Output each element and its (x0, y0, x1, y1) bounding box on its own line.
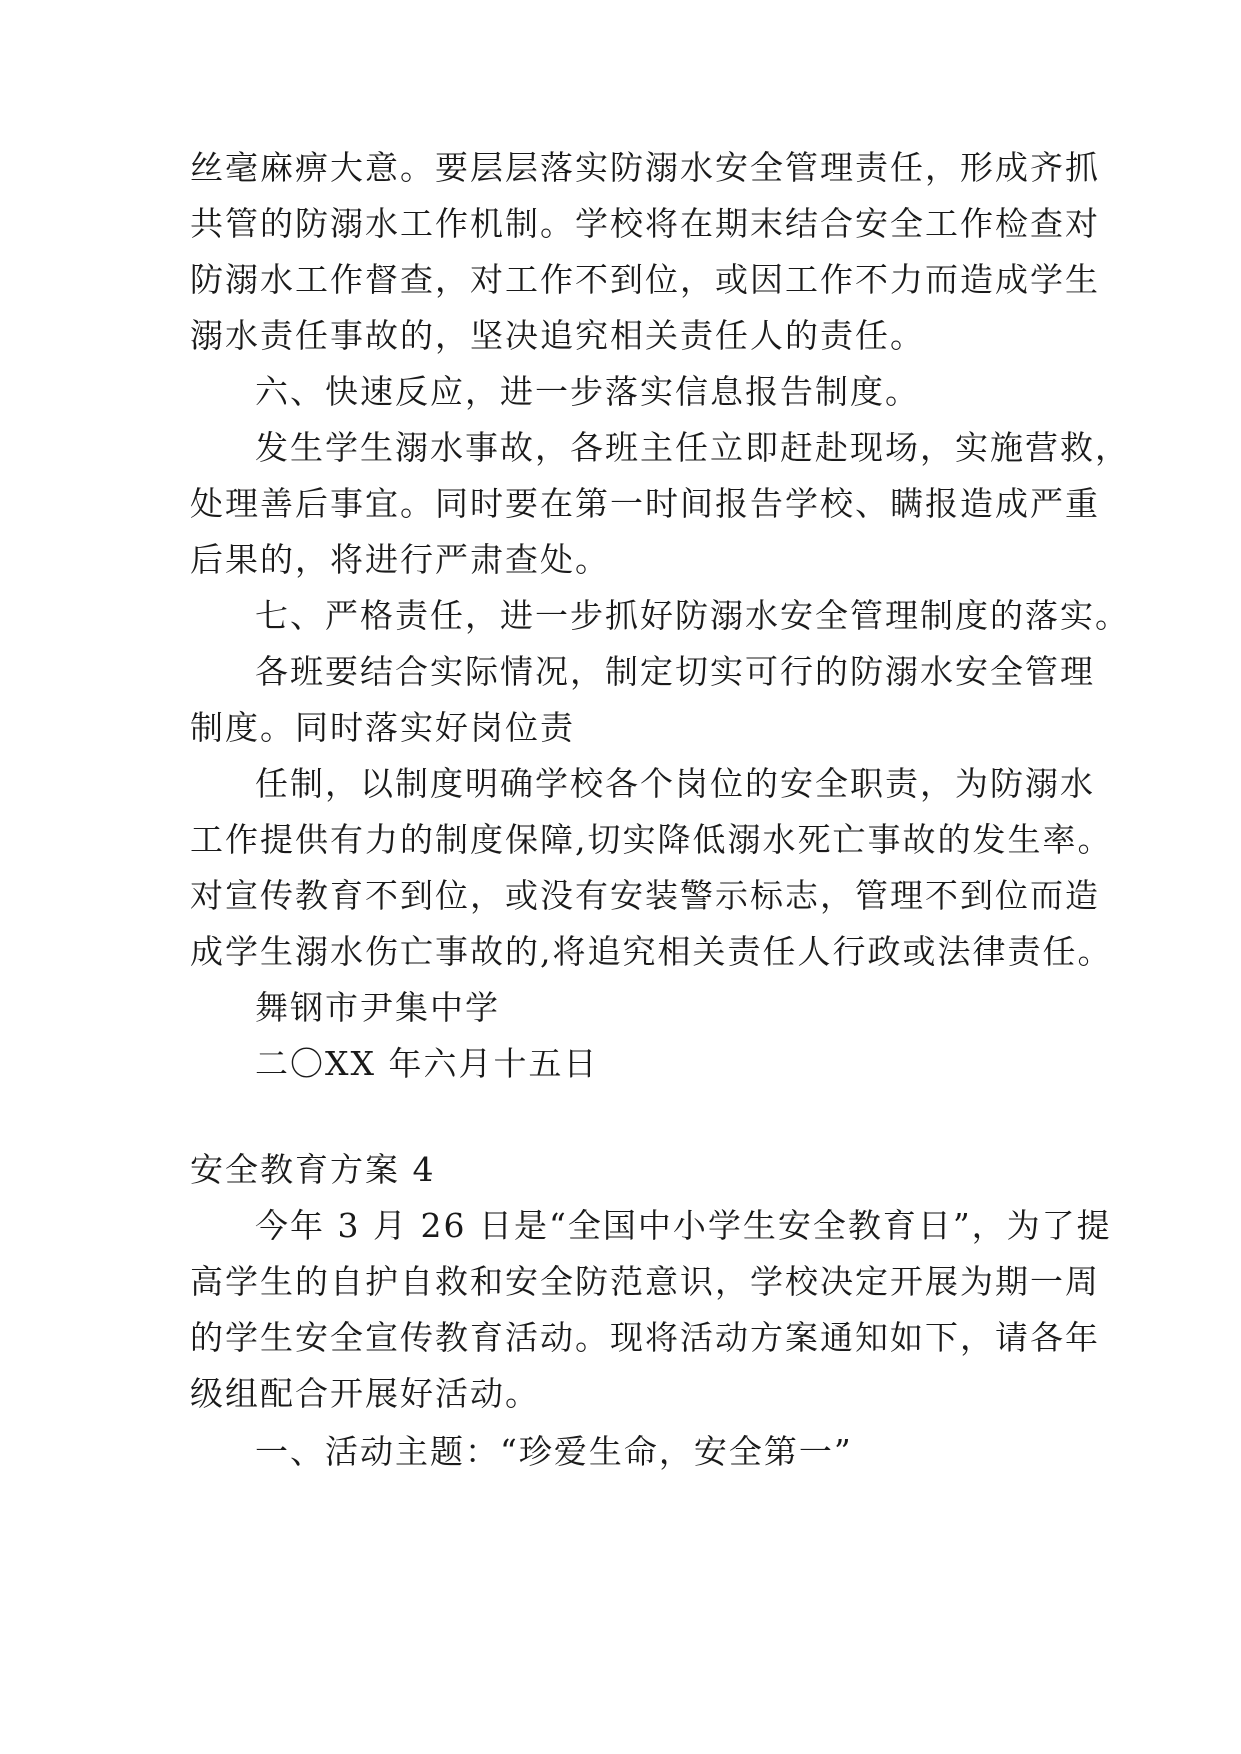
section-title: 安全教育方案 4 (190, 1150, 436, 1189)
text-line: 发生学生溺水事故，各班主任立即赶赴现场，实施营救， (255, 428, 1130, 467)
text-line: 任制，以制度明确学校各个岗位的安全职责，为防溺水 (255, 764, 1095, 803)
text-line: 制度。同时落实好岗位责 (190, 708, 575, 747)
signature-school: 舞钢市尹集中学 (255, 988, 500, 1027)
text-line: 后果的，将进行严肃查处。 (190, 540, 610, 579)
text-line: 防溺水工作督查，对工作不到位，或因工作不力而造成学生 (190, 260, 1100, 299)
text-line: 成学生溺水伤亡事故的,将追究相关责任人行政或法律责任。 (190, 932, 1113, 971)
text-line: 对宣传教育不到位，或没有安装警示标志，管理不到位而造 (190, 876, 1100, 915)
text-line: 丝毫麻痹大意。要层层落实防溺水安全管理责任，形成齐抓 (190, 148, 1100, 187)
text-line: 的学生安全宣传教育活动。现将活动方案通知如下，请各年 (190, 1318, 1100, 1357)
text-line: 溺水责任事故的，坚决追究相关责任人的责任。 (190, 316, 925, 355)
text-line: 今年 3 月 26 日是“全国中小学生安全教育日”，为了提 (255, 1206, 1112, 1245)
text-line: 级组配合开展好活动。 (190, 1374, 540, 1413)
section-heading: 七、严格责任，进一步抓好防溺水安全管理制度的落实。 (255, 596, 1130, 635)
text-line: 共管的防溺水工作机制。学校将在期末结合安全工作检查对 (190, 204, 1100, 243)
text-line: 各班要结合实际情况，制定切实可行的防溺水安全管理 (255, 652, 1095, 691)
text-line: 工作提供有力的制度保障,切实降低溺水死亡事故的发生率。 (190, 820, 1113, 859)
text-line: 处理善后事宜。同时要在第一时间报告学校、瞒报造成严重 (190, 484, 1100, 523)
signature-date: 二〇XX 年六月十五日 (255, 1044, 599, 1083)
section-heading: 六、快速反应，进一步落实信息报告制度。 (255, 372, 920, 411)
section-heading: 一、活动主题：“珍爱生命，安全第一” (255, 1432, 853, 1471)
text-line: 高学生的自护自救和安全防范意识，学校决定开展为期一周 (190, 1262, 1100, 1301)
